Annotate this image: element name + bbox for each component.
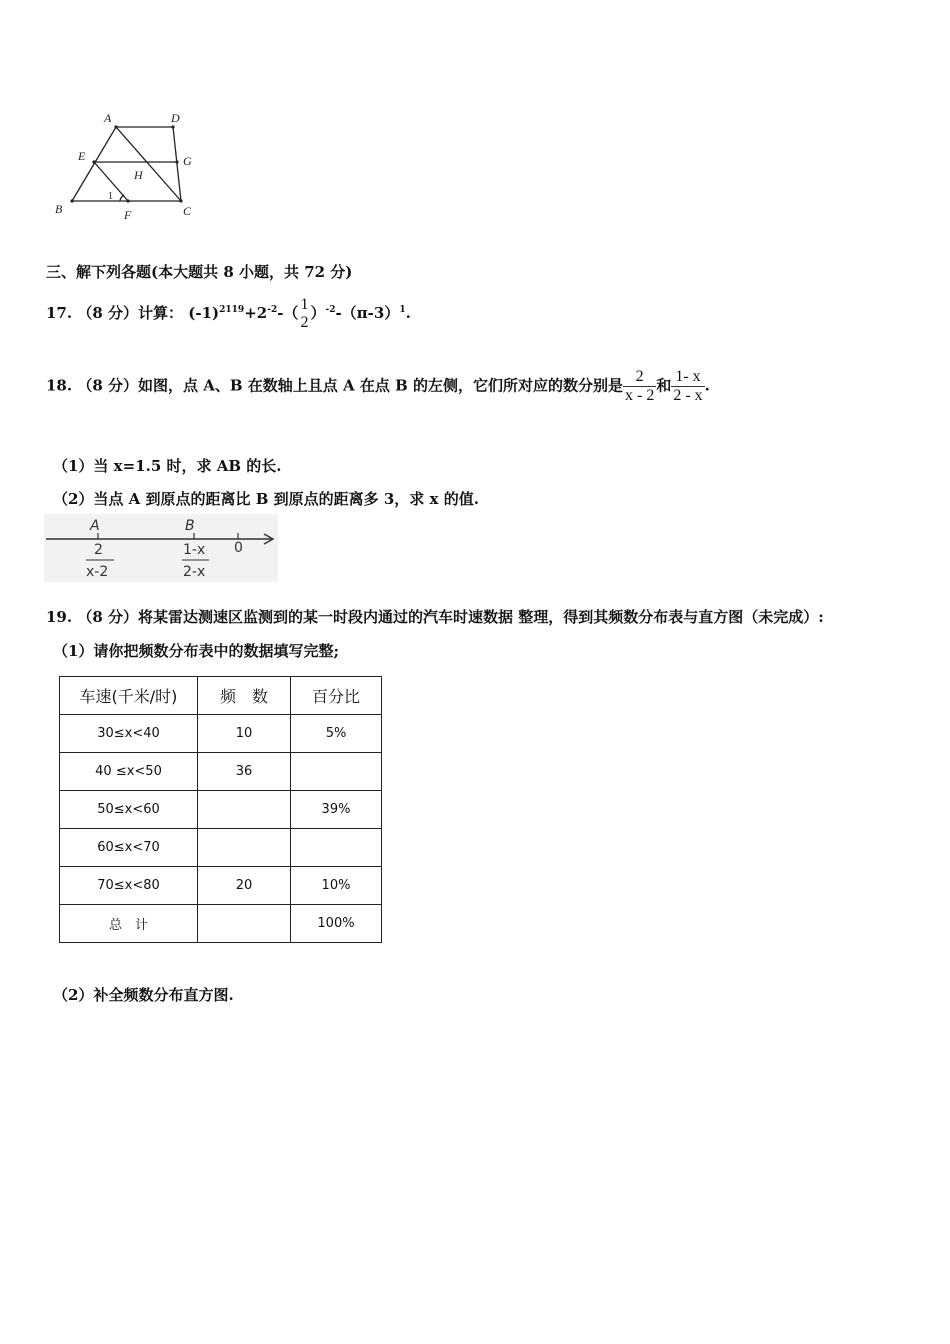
table-row [60, 715, 382, 753]
q17-fraction [298, 296, 310, 332]
q18-sub1: （1）当 x=1.5 时，求 AB 的长. [53, 457, 282, 475]
q18-and: 和 [656, 376, 672, 395]
label-E: E [78, 149, 86, 163]
q18-frac2-num: 1- x [675, 368, 701, 385]
question-17 [46, 296, 411, 332]
q19-sub1: （1）请你把频数分布表中的数据填写完整; [53, 642, 339, 660]
q17-part4: ） [310, 304, 326, 322]
table-cell: 40 ≤x<50 [60, 753, 198, 791]
q17-exp3: -2 [325, 305, 336, 315]
table-cell [291, 829, 382, 867]
label-angle-1: 1 [108, 191, 113, 202]
table-row [60, 829, 382, 867]
question-18 [46, 368, 710, 405]
table-row [60, 753, 382, 791]
table-cell: 70≤x<80 [60, 867, 198, 905]
q17-part2: +2 [244, 304, 268, 322]
q18-text: 如图，点 A、B 在数轴上且点 A 在点 B 的左侧，它们所对应的数分别是 [138, 376, 623, 395]
frequency-table [59, 676, 382, 943]
q18-number: 18. [46, 376, 73, 395]
q18-points: （8 分） [77, 376, 139, 395]
table-cell: 36 [198, 753, 291, 791]
nl-label-A: A [90, 518, 100, 534]
table-cell: 5% [291, 715, 382, 753]
table-header: 百分比 [291, 677, 382, 715]
q17-end: . [405, 304, 411, 322]
section-title: 三、解下列各题(本大题共 8 小题，共 72 分) [46, 263, 353, 281]
nl-b-num: 1-x [183, 542, 206, 558]
q17-frac-den: 2 [300, 314, 309, 331]
q17-frac-num: 1 [300, 296, 309, 313]
q17-part5: -（π-3） [335, 304, 400, 322]
q17-points: （8 分） [77, 304, 139, 322]
q17-part3: -（ [277, 304, 299, 322]
q18-fraction-2 [671, 368, 704, 405]
q17-number: 17. [46, 304, 73, 322]
q18-sub2: （2）当点 A 到原点的距离比 B 到原点的距离多 3，求 x 的值. [53, 490, 479, 508]
trapezoid-figure [50, 105, 210, 225]
table-row [60, 791, 382, 829]
label-D: D [171, 111, 180, 125]
table-cell: 50≤x<60 [60, 791, 198, 829]
table-row [60, 905, 382, 943]
number-line [44, 514, 278, 582]
table-header-row [60, 677, 382, 715]
table-cell [291, 753, 382, 791]
q19-sub2: （2）补全频数分布直方图. [53, 986, 234, 1004]
table-cell: 30≤x<40 [60, 715, 198, 753]
table-row [60, 867, 382, 905]
q17-exp1: 2119 [219, 305, 245, 315]
nl-zero: 0 [234, 540, 243, 556]
table-header: 车速(千米/时) [60, 677, 198, 715]
table-cell: 60≤x<70 [60, 829, 198, 867]
label-F: F [124, 208, 132, 222]
table-cell: 100% [291, 905, 382, 943]
label-A: A [104, 111, 112, 125]
q18-frac1-den: x - 2 [624, 387, 655, 404]
nl-a-den: x-2 [86, 564, 109, 580]
table-cell: 39% [291, 791, 382, 829]
q19-points: （8 分） [77, 608, 139, 626]
table-header: 频 数 [198, 677, 291, 715]
table-cell [198, 905, 291, 943]
table-cell [198, 791, 291, 829]
q17-lead: 计算： [138, 304, 184, 322]
q19-text: 将某雷达测速区监测到的某一时段内通过的汽车时速数据 整理，得到其频数分布表与直方图（未完成）: [138, 608, 824, 626]
table-cell: 总 计 [60, 905, 198, 943]
q18-frac1-num: 2 [635, 368, 644, 385]
label-B: B [55, 202, 63, 216]
nl-a-num: 2 [94, 542, 103, 558]
q17-part1: (-1) [188, 304, 220, 322]
label-G: G [183, 154, 192, 168]
nl-label-B: B [185, 518, 195, 534]
q18-fraction-1 [623, 368, 656, 405]
question-19 [46, 606, 824, 627]
q18-end: . [704, 376, 710, 395]
table-cell: 10% [291, 867, 382, 905]
label-C: C [183, 204, 192, 218]
table-cell [198, 829, 291, 867]
q18-frac2-den: 2 - x [673, 387, 703, 404]
table-cell: 20 [198, 867, 291, 905]
q17-exp2: -2 [267, 305, 278, 315]
nl-b-den: 2-x [183, 564, 206, 580]
q17-exp4: 1 [399, 305, 406, 315]
q19-number: 19. [46, 608, 73, 626]
label-H: H [134, 168, 143, 182]
table-cell: 10 [198, 715, 291, 753]
